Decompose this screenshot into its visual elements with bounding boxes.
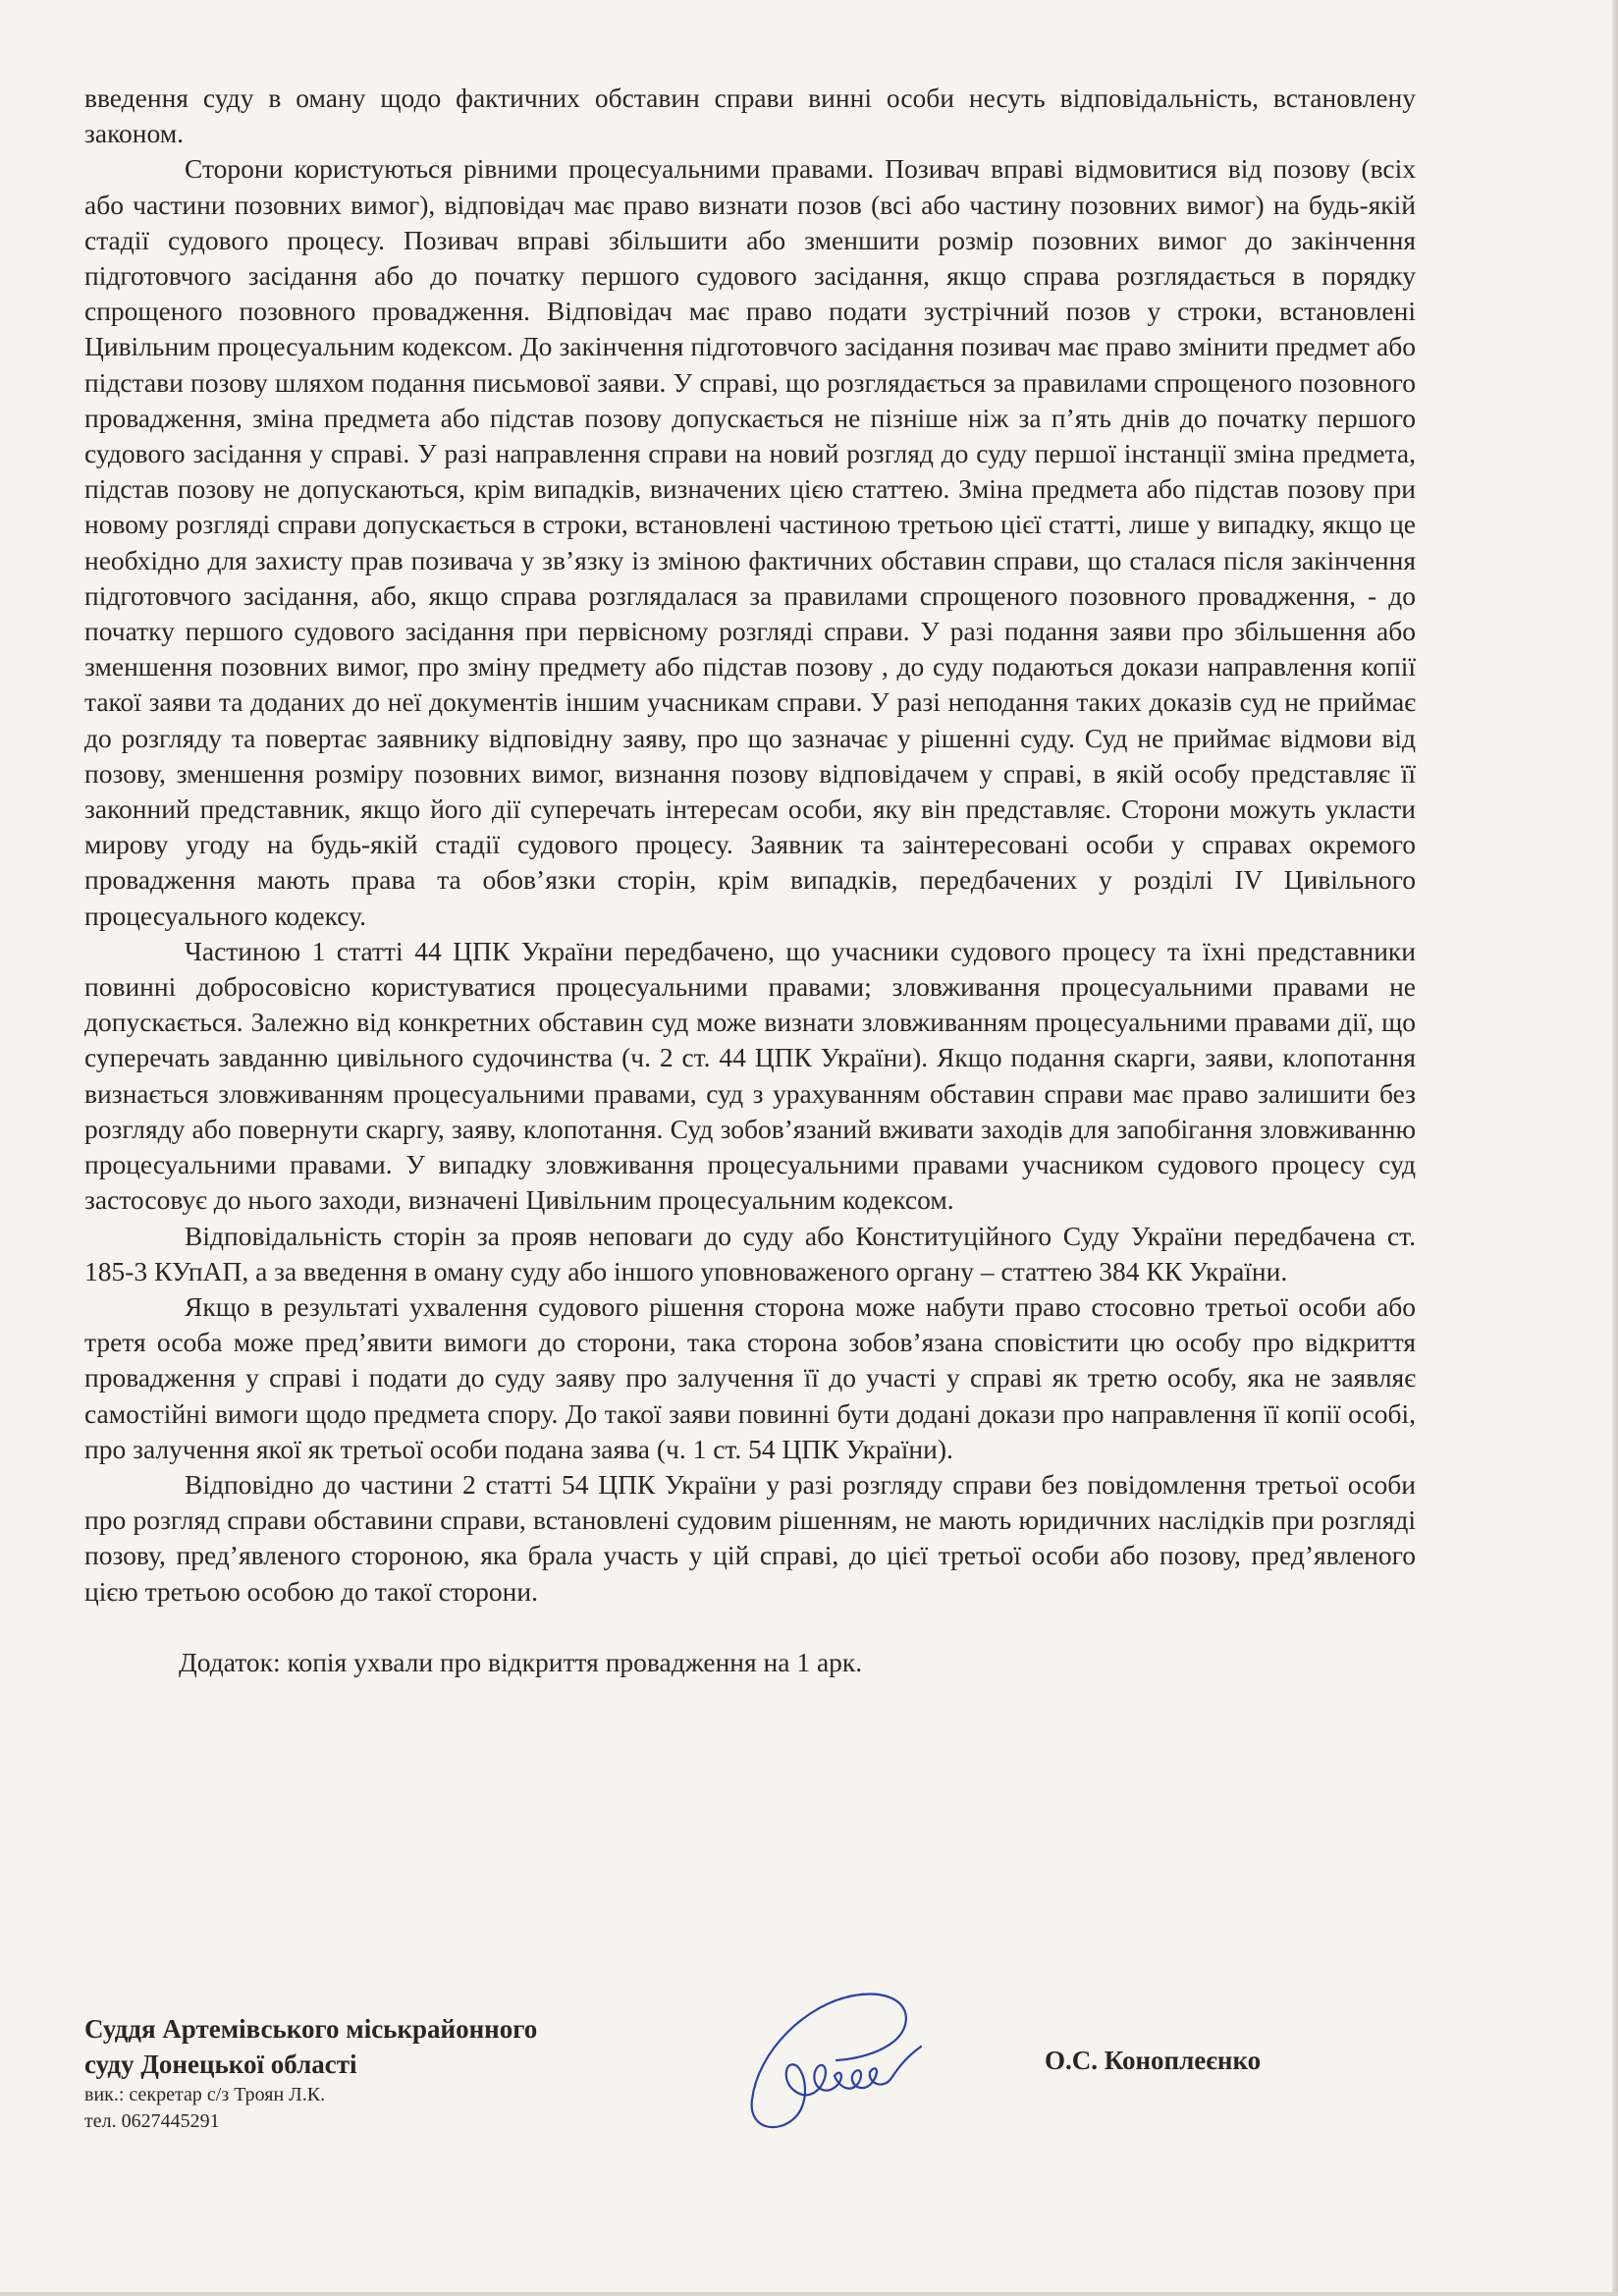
paragraph-procedural-rights: Сторони користуються рівними процесуальними правами. Позивач вправі відмовитися від позову (всіх або частини позовних вимог), відповідач має право визнати позов (всі або частину позовних вимог) на будь-якій стадії судового процесу. Позивач вправі збільшити або зменшити розмір позовних вимог до закінчення підготовчого засідання або до початку першого судового засідання, якщо справа розглядається в порядку спрощеного позовного провадження. Відповідач має право подати зустрічний позов у строки, встановлені Цивільним процесуальним кодексом. До закінчення підготовчого засідання позивач має право змінити предмет або підстави позову шляхом подання письмової заяви. У справі, що розглядається за правилами спрощеного позовного провадження, зміна предмета або підстав позову допускається не пізніше ніж за п’ять днів до початку першого судового засідання у справі. У разі направлення справи на новий розгляд до суду першої інстанції зміна предмета, підстав позову не допускаються, крім випадків, визначених цією статтею. Зміна предмета або підстав позову при новому розгляді справи допускається в строки, встановлені частиною третьою цієї статті, лише у випадку, якщо це необхідно для захисту прав позивача у зв’язку із зміною фактичних обставин справи, що сталася після закінчення підготовчого засідання, або, якщо справа розглядалася за правилами спрощеного позовного провадження, - до початку першого судового засідання при первісному розгляді справи. У разі подання заяви про збільшення або зменшення позовних вимог, про зміну предмету або підстав позову , до суду подаються докази направлення копії такої заяви та доданих до неї документів іншим учасникам справи. У разі неподання таких доказів суд не приймає до розгляду та повертає заявнику відповідну заяву, про що зазначає у рішенні суду. Суд не приймає відмови від позову, зменшення розміру позовних вимог, визнання позову відповідачем у справі, в якій особу представляє її законний представник, якщо його дії суперечать інтересам особи, яку він представляє. Сторони можуть укласти мирову угоду на будь-якій стадії судового процесу. Заявник та заінтересовані особи у справах окремого провадження мають права та обов’язки сторін, крім випадків, передбачених у розділі IV Цивільного процесуального кодексу. bbox=[84, 153, 1416, 931]
judge-title-line-1: Суддя Артемівського міськрайонного bbox=[84, 2014, 538, 2044]
paragraph-third-party-consequences: Відповідно до частини 2 статті 54 ЦПК України у разі розгляду справи без повідомлення третьої особи про розгляд справи обставини справи, встановлені судовим рішенням, не мають юридичних наслідків при розгляді позову, пред’явленого стороною, яка брала участь у цій справі, до цієї третьої особи або позову, пред’явленого цією третьою особою до такої сторони. bbox=[84, 1468, 1416, 1607]
scan-edge-right bbox=[1612, 0, 1618, 2296]
paragraph-abuse-of-rights: Частиною 1 статті 44 ЦПК України передбачено, що учасники судового процесу та їхні представники повинні добросовісно користуватися процесуальними правами; зловживання процесуальними правами не допускається. Залежно від конкретних обставин суд може визнати зловживанням процесуальними правами дії, що суперечать завданню цивільного судочинства (ч. 2 ст. 44 ЦПК України). Якщо подання скарги, заяви, клопотання визнається зловживанням процесуальними правами, суд з урахуванням обставин справи має право залишити без розгляду або повернути скаргу, заяву, клопотання. Суд зобов’язаний вживати заходів для запобігання зловживанню процесуальними правами. У випадку зловживання процесуальними правами учасником судового процесу суд застосовує до нього заходи, визначені Цивільним процесуальним кодексом. bbox=[84, 935, 1416, 1216]
paragraph-continuation: введення суду в оману щодо фактичних обставин справи винні особи несуть відповідальність, встановлену законом. bbox=[84, 82, 1416, 149]
scan-edge-bottom bbox=[0, 2292, 1618, 2296]
paragraph-liability: Відповідальність сторін за прояв неповаги до суду або Конституційного Суду України передбачена ст. 185-3 КУпАП, а за введення в оману суду або іншого уповноваженого органу – статтею 384 КК України. bbox=[84, 1220, 1416, 1286]
executor-line: вик.: секретар с/з Троян Л.К. bbox=[84, 2084, 326, 2105]
paragraph-third-party-notice: Якщо в результаті ухвалення судового рішення сторона може набути право стосовно третьої особи або третя особа може пред’явити вимоги до сторони, така сторона зобов’язана сповістити цю особу про відкриття провадження у справі і подати до суду заяву про залучення її до участі у справі як третю особу, яка не заявляє самостійні вимоги щодо предмета спору. До такої заяви повинні бути додані докази про направлення її копії особі, про залучення якої як третьої особи подана заява (ч. 1 ст. 54 ЦПК України). bbox=[84, 1290, 1416, 1464]
phone-line: тел. 0627445291 bbox=[84, 2110, 220, 2132]
judge-name: О.С. Коноплеєнко bbox=[1045, 2046, 1262, 2075]
handwritten-signature bbox=[738, 1982, 974, 2139]
document-body bbox=[84, 81, 1416, 1680]
attachment-note: Додаток: копія ухвали про відкриття провадження на 1 арк. bbox=[179, 1646, 863, 1677]
judge-title-line-2: суду Донецької області bbox=[84, 2050, 357, 2079]
signature-block bbox=[84, 2011, 674, 2135]
